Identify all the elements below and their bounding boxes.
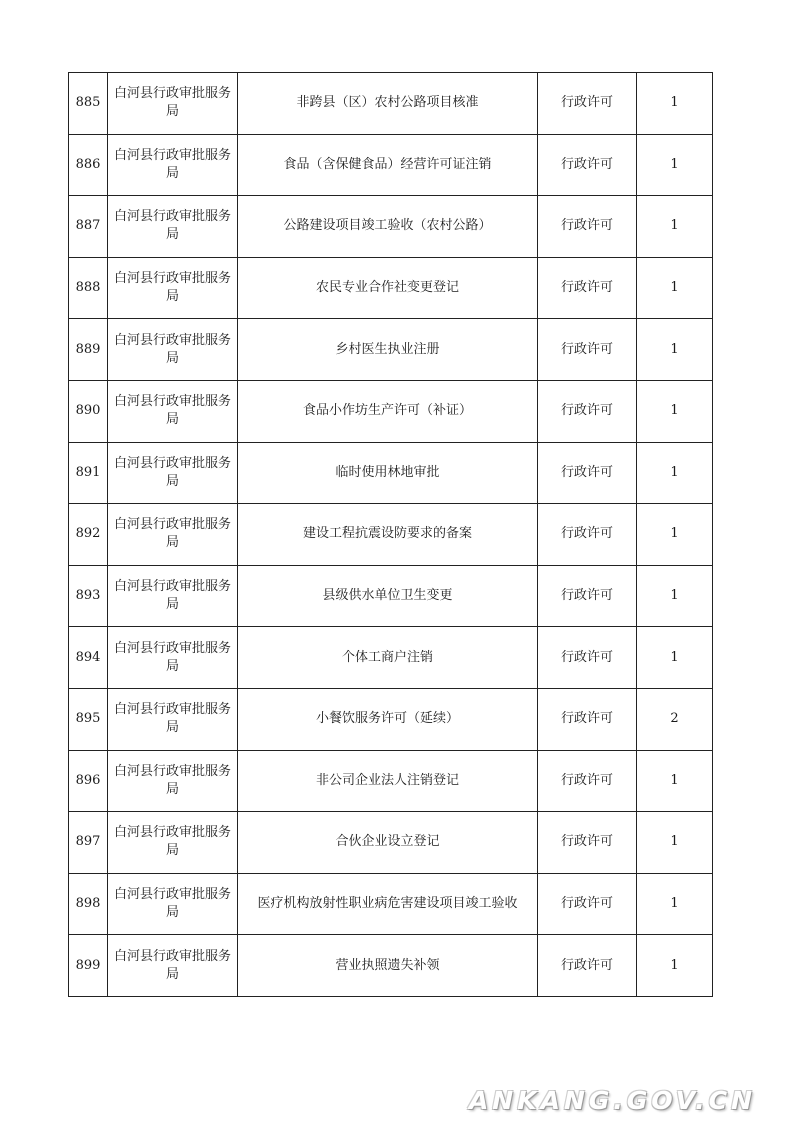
category-cell: 行政许可 — [538, 565, 637, 627]
department-cell: 白河县行政审批服务局 — [108, 196, 238, 258]
category-cell: 行政许可 — [538, 196, 637, 258]
category-cell: 行政许可 — [538, 257, 637, 319]
category-cell: 行政许可 — [538, 442, 637, 504]
item-name-cell: 临时使用林地审批 — [238, 442, 538, 504]
item-name-cell: 非公司企业法人注销登记 — [238, 750, 538, 812]
count-cell: 1 — [637, 935, 713, 997]
count-cell: 1 — [637, 257, 713, 319]
item-name-cell: 食品小作坊生产许可（补证） — [238, 380, 538, 442]
table-row — [69, 380, 713, 442]
table-row — [69, 319, 713, 381]
category-cell: 行政许可 — [538, 688, 637, 750]
category-cell: 行政许可 — [538, 504, 637, 566]
department-cell: 白河县行政审批服务局 — [108, 257, 238, 319]
department-cell: 白河县行政审批服务局 — [108, 627, 238, 689]
count-cell: 1 — [637, 812, 713, 874]
table-row — [69, 196, 713, 258]
row-number: 894 — [69, 627, 108, 689]
department-cell: 白河县行政审批服务局 — [108, 504, 238, 566]
category-cell: 行政许可 — [538, 627, 637, 689]
row-number: 887 — [69, 196, 108, 258]
category-cell: 行政许可 — [538, 134, 637, 196]
table-row — [69, 750, 713, 812]
row-number: 890 — [69, 380, 108, 442]
row-number: 886 — [69, 134, 108, 196]
row-number: 899 — [69, 935, 108, 997]
item-name-cell: 食品（含保健食品）经营许可证注销 — [238, 134, 538, 196]
count-cell: 1 — [637, 380, 713, 442]
table-row — [69, 627, 713, 689]
table-row — [69, 504, 713, 566]
site-watermark: ANKANG.GOV.CN — [468, 1086, 756, 1115]
table-row — [69, 257, 713, 319]
item-name-cell: 医疗机构放射性职业病危害建设项目竣工验收 — [238, 873, 538, 935]
count-cell: 2 — [637, 688, 713, 750]
table-row — [69, 812, 713, 874]
item-name-cell: 农民专业合作社变更登记 — [238, 257, 538, 319]
item-name-cell: 县级供水单位卫生变更 — [238, 565, 538, 627]
count-cell: 1 — [637, 873, 713, 935]
row-number: 896 — [69, 750, 108, 812]
table-row — [69, 565, 713, 627]
row-number: 893 — [69, 565, 108, 627]
count-cell: 1 — [637, 565, 713, 627]
table-row — [69, 935, 713, 997]
table-row — [69, 688, 713, 750]
department-cell: 白河县行政审批服务局 — [108, 688, 238, 750]
count-cell: 1 — [637, 73, 713, 135]
department-cell: 白河县行政审批服务局 — [108, 812, 238, 874]
row-number: 885 — [69, 73, 108, 135]
count-cell: 1 — [637, 319, 713, 381]
department-cell: 白河县行政审批服务局 — [108, 380, 238, 442]
row-number: 889 — [69, 319, 108, 381]
department-cell: 白河县行政审批服务局 — [108, 442, 238, 504]
approval-items-table — [68, 72, 713, 997]
category-cell: 行政许可 — [538, 935, 637, 997]
row-number: 897 — [69, 812, 108, 874]
item-name-cell: 公路建设项目竣工验收（农村公路） — [238, 196, 538, 258]
row-number: 891 — [69, 442, 108, 504]
table-row — [69, 73, 713, 135]
item-name-cell: 建设工程抗震设防要求的备案 — [238, 504, 538, 566]
item-name-cell: 非跨县（区）农村公路项目核准 — [238, 73, 538, 135]
row-number: 888 — [69, 257, 108, 319]
category-cell: 行政许可 — [538, 73, 637, 135]
row-number: 898 — [69, 873, 108, 935]
category-cell: 行政许可 — [538, 812, 637, 874]
category-cell: 行政许可 — [538, 380, 637, 442]
count-cell: 1 — [637, 750, 713, 812]
item-name-cell: 小餐饮服务许可（延续） — [238, 688, 538, 750]
count-cell: 1 — [637, 442, 713, 504]
department-cell: 白河县行政审批服务局 — [108, 319, 238, 381]
category-cell: 行政许可 — [538, 319, 637, 381]
department-cell: 白河县行政审批服务局 — [108, 750, 238, 812]
row-number: 895 — [69, 688, 108, 750]
count-cell: 1 — [637, 196, 713, 258]
item-name-cell: 合伙企业设立登记 — [238, 812, 538, 874]
item-name-cell: 营业执照遗失补领 — [238, 935, 538, 997]
table-row — [69, 873, 713, 935]
table-body — [69, 73, 713, 997]
department-cell: 白河县行政审批服务局 — [108, 134, 238, 196]
count-cell: 1 — [637, 134, 713, 196]
count-cell: 1 — [637, 504, 713, 566]
category-cell: 行政许可 — [538, 750, 637, 812]
table-row — [69, 134, 713, 196]
table-row — [69, 442, 713, 504]
count-cell: 1 — [637, 627, 713, 689]
category-cell: 行政许可 — [538, 873, 637, 935]
item-name-cell: 乡村医生执业注册 — [238, 319, 538, 381]
row-number: 892 — [69, 504, 108, 566]
department-cell: 白河县行政审批服务局 — [108, 873, 238, 935]
department-cell: 白河县行政审批服务局 — [108, 73, 238, 135]
item-name-cell: 个体工商户注销 — [238, 627, 538, 689]
department-cell: 白河县行政审批服务局 — [108, 935, 238, 997]
department-cell: 白河县行政审批服务局 — [108, 565, 238, 627]
